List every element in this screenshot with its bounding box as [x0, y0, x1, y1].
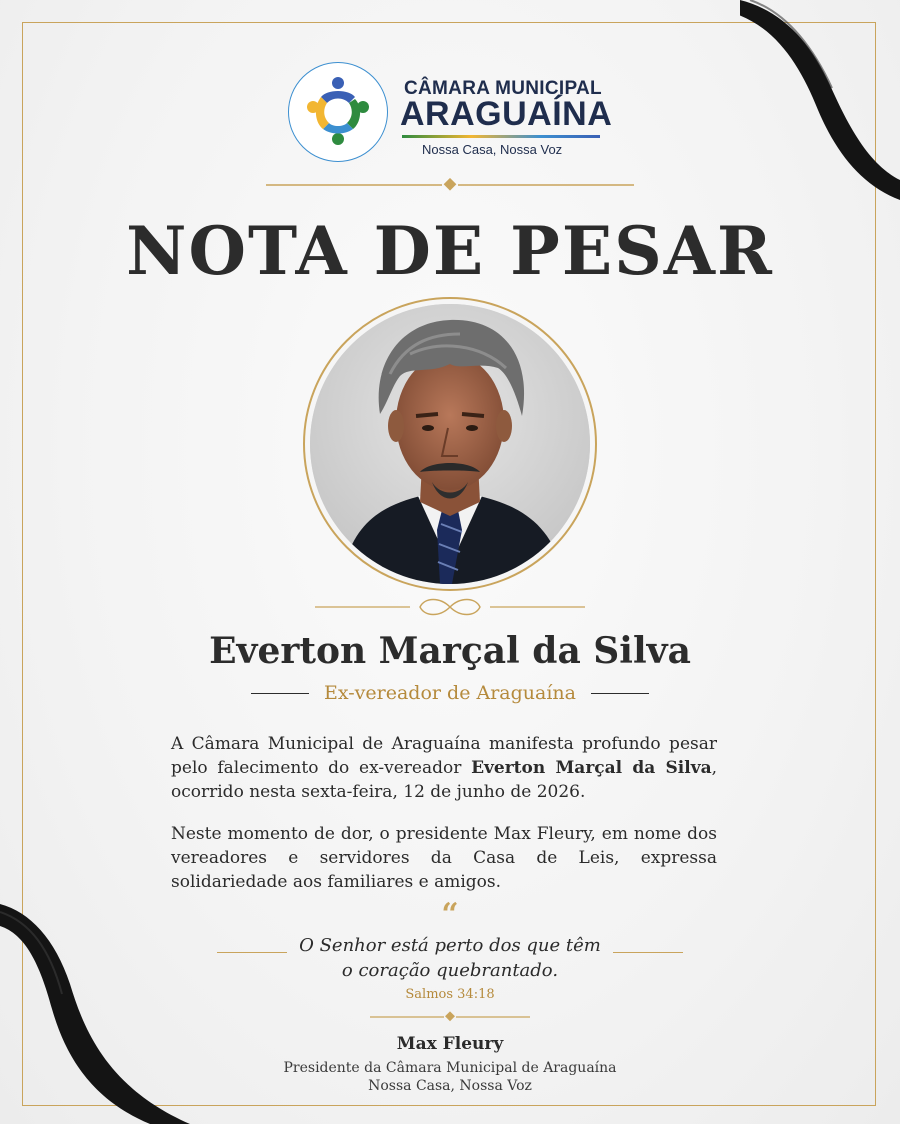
- p1-text-before: A Câmara Municipal de Araguaína manifesta profundo pesar pelo falecimento do ex-vereador: [171, 734, 717, 778]
- logo-slogan: Nossa Casa, Nossa Voz: [422, 142, 563, 157]
- quote-mark-icon: “: [441, 897, 459, 932]
- logo-main-text: ARAGUAÍNA: [400, 95, 613, 133]
- signer-name: Max Fleury: [396, 1034, 504, 1054]
- signer-title: Presidente da Câmara Municipal de Araguaína: [283, 1060, 617, 1076]
- quote-reference: Salmos 34:18: [405, 987, 495, 1002]
- ornament-divider: [315, 594, 585, 620]
- bible-quote: [0, 933, 900, 983]
- quote-line-1: O Senhor está perto dos que têm: [299, 935, 601, 956]
- deceased-role: Ex-vereador de Araguaína: [324, 682, 576, 704]
- mourning-ribbon-top-right: [740, 0, 900, 200]
- logo-top-text: CÂMARA MUNICIPAL: [404, 78, 602, 99]
- gold-divider-top: [266, 178, 634, 192]
- page-title: NOTA DE PESAR: [126, 212, 774, 290]
- camara-logo: [288, 62, 618, 164]
- p1-text-after: , ocorrido nesta sexta-feira, 12 de junho de 2026.: [171, 758, 717, 802]
- message-paragraph-2: Neste momento de dor, o presidente Max Fleury, em nome dos vereadores e servidores da Casa de Leis, expressa solidariedade aos familiares e amigos.: [171, 824, 717, 892]
- quote-line-2: o coração quebrantado.: [341, 960, 559, 981]
- signer-slogan: Nossa Casa, Nossa Voz: [368, 1078, 532, 1094]
- logo-color-bar: [402, 135, 600, 138]
- p1-bold-name: Everton Marçal da Silva: [471, 758, 712, 778]
- portrait-photo: [310, 304, 590, 584]
- gold-divider-bottom: [370, 1011, 530, 1023]
- message-paragraph-1: [171, 732, 717, 804]
- logo-emblem-icon: [288, 62, 388, 162]
- deceased-name: Everton Marçal da Silva: [209, 630, 691, 672]
